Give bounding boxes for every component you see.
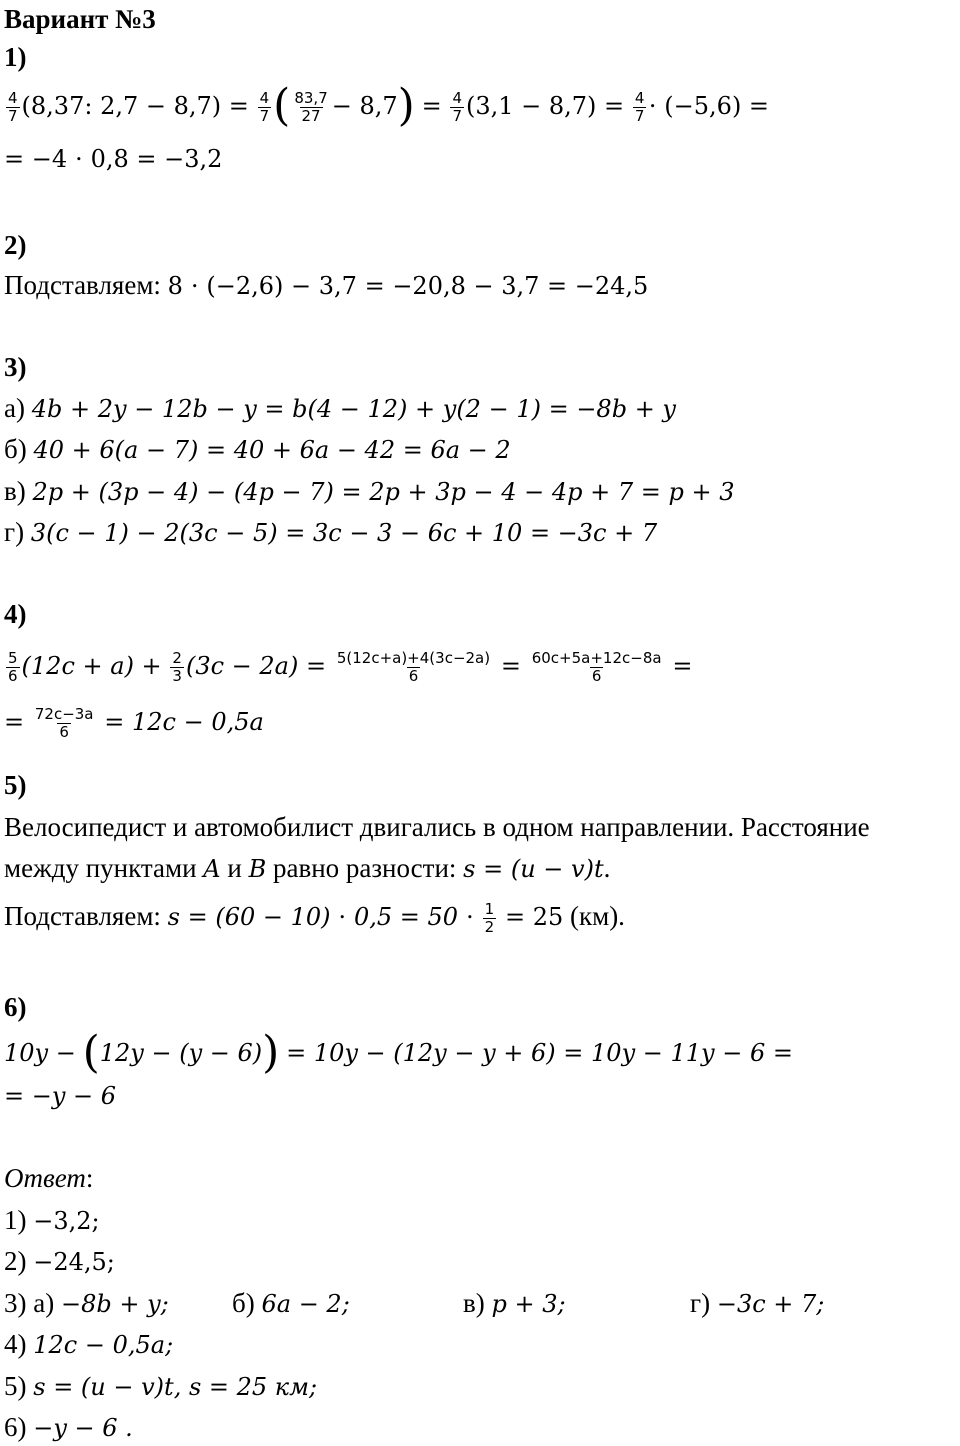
- item-label: г): [4, 517, 25, 547]
- fraction: $\frac{60c+5a+12c-8a}{6}$: [531, 649, 662, 686]
- answer-5: [4, 1369, 317, 1404]
- fraction: $\frac{4}{7}$: [452, 89, 462, 126]
- fraction: $\frac{4}{7}$: [8, 89, 18, 126]
- right-paren: ): [397, 80, 415, 131]
- fraction: $\frac{4}{7}$: [634, 89, 645, 126]
- answer-4: [4, 1327, 173, 1362]
- label: Подставляем:: [4, 270, 161, 300]
- point-b: B: [248, 855, 267, 883]
- task-1-header: 1): [4, 42, 27, 72]
- fraction: $\frac{5}{6}$: [8, 649, 18, 686]
- right-paren: ): [262, 1027, 280, 1078]
- task-6-line-1: [4, 1027, 793, 1078]
- expression: s = (60 − 10) ⋅ 0,5 = 50 ⋅: [167, 903, 474, 931]
- expression: − 8,7: [331, 92, 398, 120]
- answer-value: s = (u − v)t, s = 25 км;: [33, 1373, 318, 1401]
- answer-3-b: [232, 1286, 350, 1321]
- expression: = 25: [504, 903, 564, 931]
- expression: (3c − 2a) =: [185, 652, 327, 680]
- answer-6: [4, 1410, 133, 1445]
- item-label: б): [4, 434, 27, 464]
- left-paren: (: [82, 1027, 100, 1078]
- fraction: $\frac{2}{3}$: [172, 649, 182, 686]
- answer-3: [4, 1286, 169, 1321]
- task-3-v: [4, 474, 735, 509]
- answer-3-g: [690, 1286, 824, 1321]
- task-3-g: [4, 515, 657, 550]
- expression: =: [672, 652, 693, 680]
- task-3-a: [4, 391, 676, 426]
- expression: (12c + a) +: [21, 652, 162, 680]
- item-label: 6): [4, 1412, 27, 1442]
- point-a: A: [203, 855, 221, 883]
- task-4-header: 4): [4, 599, 27, 629]
- task-6-header: 6): [4, 992, 27, 1022]
- variant-title: Вариант №3: [4, 4, 156, 34]
- task-3-header: 3): [4, 352, 27, 382]
- expression: 4b + 2y − 12b − y = b(4 − 12) + y(2 − 1) = −8b + y: [31, 395, 676, 423]
- expression: (3,1 − 8,7) =: [465, 92, 625, 120]
- task-5-header: 5): [4, 770, 27, 800]
- answer-value: −3c + 7;: [716, 1290, 825, 1318]
- task-4-line-1: [4, 648, 692, 685]
- expression: 10y −: [4, 1039, 76, 1067]
- expression: 3(c − 1) − 2(3c − 5) = 3c − 3 − 6c + 10 = −3c + 7: [30, 519, 658, 547]
- expression: (8,37: 2,7 − 8,7) =: [21, 92, 249, 120]
- label: Подставляем:: [4, 901, 161, 931]
- expression: 8 ⋅ (−2,6) − 3,7 = −20,8 − 3,7 = −24,5: [167, 272, 649, 300]
- answer-value: −3,2;: [33, 1207, 100, 1235]
- expression: = 12c − 0,5a: [104, 708, 264, 736]
- answer-value: 6a − 2;: [261, 1290, 350, 1318]
- expression: 2p + (3p − 4) − (4p − 7) = 2p + 3p − 4 − 4p + 7 = p + 3: [32, 478, 735, 506]
- task-2-header: 2): [4, 230, 27, 260]
- task-6-line-2: = −y − 6: [4, 1082, 117, 1110]
- fraction: $\frac{5(12c+a)+4(3c-2a)}{6}$: [336, 649, 491, 686]
- text: .: [603, 853, 611, 883]
- left-paren: (: [273, 80, 291, 131]
- item-label: а): [4, 393, 25, 423]
- item-label: 1): [4, 1205, 27, 1235]
- expression: =: [500, 652, 521, 680]
- fraction: $\frac{4}{7}$: [259, 89, 270, 126]
- expression: ⋅ (−5,6) =: [648, 92, 770, 120]
- text: равно разности:: [272, 853, 457, 883]
- answer-label: Ответ: [4, 1163, 86, 1193]
- task-5-text-1: Велосипедист и автомобилист двигались в одном направлении. Расстояние: [4, 812, 870, 842]
- task-5-text-2: [4, 851, 610, 886]
- task-1-line-1: [4, 80, 770, 131]
- item-label: г): [690, 1288, 711, 1318]
- answer-1: [4, 1203, 100, 1238]
- answer-value: −y − 6 .: [33, 1414, 133, 1442]
- unit: (км).: [570, 901, 625, 931]
- item-label: 5): [4, 1371, 27, 1401]
- task-2-line: [4, 268, 648, 303]
- formula: s = (u − v)t: [463, 855, 604, 883]
- text: и: [227, 853, 242, 883]
- fraction: $\frac{72c-3a}{6}$: [34, 705, 94, 742]
- item-label: в): [4, 476, 26, 506]
- answer-value: 12c − 0,5a;: [33, 1331, 174, 1359]
- answer-value: p + 3;: [491, 1290, 566, 1318]
- item-label: б): [232, 1288, 255, 1318]
- task-4-line-2: [4, 704, 264, 741]
- answer-heading: [4, 1161, 93, 1195]
- answer-2: [4, 1244, 115, 1279]
- expression: =: [421, 92, 442, 120]
- fraction: $\frac{83,7}{27}$: [294, 89, 328, 126]
- expression: =: [4, 708, 25, 736]
- task-3-b: [4, 432, 511, 467]
- expression: 12y − (y − 6): [99, 1039, 263, 1067]
- item-label: 3) а): [4, 1288, 55, 1318]
- task-5-text-3: [4, 899, 625, 936]
- task-1-line-2: = −4 ⋅ 0,8 = −3,2: [4, 145, 223, 173]
- item-label: в): [463, 1288, 485, 1318]
- item-label: 2): [4, 1246, 27, 1276]
- fraction: $\frac{1}{2}$: [484, 900, 495, 937]
- answer-value: −24,5;: [33, 1248, 115, 1276]
- answer-3-v: [463, 1286, 566, 1321]
- answer-value: −8b + y;: [60, 1290, 169, 1318]
- expression: = 10y − (12y − y + 6) = 10y − 11y − 6 =: [286, 1039, 793, 1067]
- item-label: 4): [4, 1329, 27, 1359]
- text: между пунктами: [4, 853, 197, 883]
- expression: 40 + 6(a − 7) = 40 + 6a − 42 = 6a − 2: [33, 436, 511, 464]
- text: :: [85, 1163, 94, 1193]
